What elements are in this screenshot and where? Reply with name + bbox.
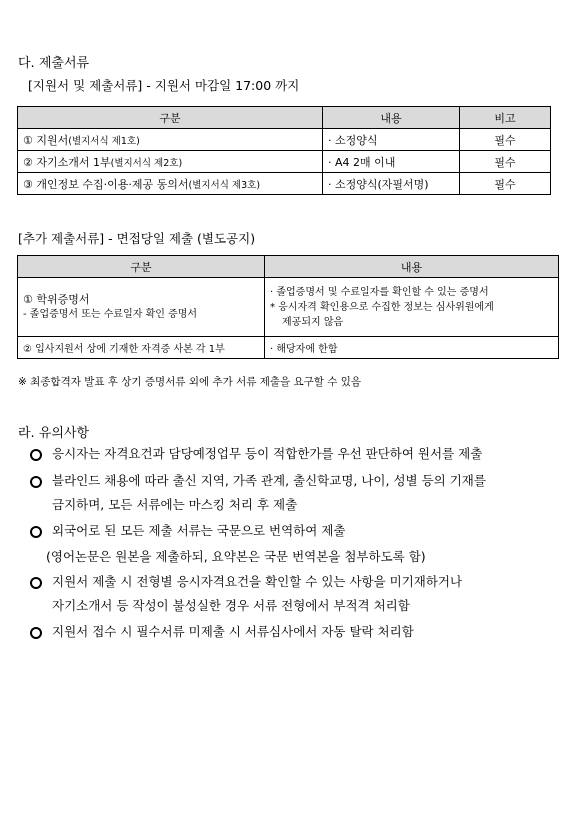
list-item-text: 외국어로 된 모든 제출 서류는 국문으로 번역하여 제출	[52, 523, 346, 538]
table-row	[18, 173, 551, 195]
list-item-text: 블라인드 채용에 따라 출신 지역, 가족 관계, 출신학교명, 나이, 성별 등의 기재를	[52, 473, 486, 488]
row-item: ② 입사지원서 상에 기재한 자격증 사본 각 1부	[18, 337, 265, 359]
row-content-note-cont: 제공되지 않음	[282, 316, 344, 328]
circle-bullet-icon	[30, 449, 42, 461]
circle-bullet-icon	[30, 577, 42, 589]
table-row	[18, 278, 559, 337]
row-note: 필수	[460, 151, 551, 173]
list-item-text: 응시자는 자격요건과 담당예정업무 등이 적합한가를 우선 판단하여 원서를 제출	[52, 446, 483, 461]
header-category: 구분	[18, 107, 323, 129]
row-note: 필수	[460, 129, 551, 151]
list-item-text: 지원서 제출 시 전형별 응시자격요건을 확인할 수 있는 사항을 미기재하거나	[52, 574, 463, 589]
header-content: 내용	[265, 256, 559, 278]
table-row	[18, 151, 551, 173]
circle-bullet-icon	[30, 627, 42, 639]
row-content: · A4 2매 이내	[323, 151, 460, 173]
required-documents-table	[17, 106, 551, 195]
circle-bullet-icon	[30, 526, 42, 538]
row-item: ① 학위증명서	[23, 293, 90, 306]
header-content: 내용	[323, 107, 460, 129]
row-item: ② 자기소개서 1부	[23, 155, 111, 169]
row-content: · 해당자에 한함	[265, 337, 559, 359]
row-item: ③ 개인정보 수집·이용·제공 동의서	[23, 177, 189, 191]
row-content: · 졸업증명서 및 수료일자를 확인할 수 있는 증명서	[270, 286, 489, 298]
section-title-documents: 다. 제출서류	[18, 56, 90, 71]
header-category: 구분	[18, 256, 265, 278]
row-content: · 소정양식(자필서명)	[323, 173, 460, 195]
row-form: (별지서식 제3호)	[188, 179, 261, 191]
additional-documents-title: [추가 제출서류] - 면접당일 제출 (별도공지)	[18, 231, 256, 246]
row-form: (별지서식 제2호)	[110, 157, 183, 169]
additional-documents-table	[17, 255, 559, 359]
footnote: ※ 최종합격자 발표 후 상기 증명서류 외에 추가 서류 제출을 요구할 수 있음	[18, 376, 361, 388]
header-note: 비고	[460, 107, 551, 129]
list-item-text: 지원서 접수 시 필수서류 미제출 시 서류심사에서 자동 탈락 처리함	[52, 624, 414, 639]
row-content: · 소정양식	[323, 129, 460, 151]
row-item-detail: - 졸업증명서 또는 수료일자 확인 증명서	[23, 309, 198, 320]
documents-subtitle: [지원서 및 제출서류] - 지원서 마감일 17:00 까지	[28, 78, 300, 93]
list-item-text-cont: 금지하며, 모든 서류에는 마스킹 처리 후 제출	[52, 497, 298, 512]
list-item-text-cont: 자기소개서 등 작성이 불성실한 경우 서류 전형에서 부적격 처리함	[52, 598, 410, 613]
section-title-notes: 라. 유의사항	[18, 426, 90, 441]
table-row	[18, 129, 551, 151]
row-item: ① 지원서	[23, 133, 69, 147]
table-row	[18, 337, 559, 359]
circle-bullet-icon	[30, 476, 42, 488]
row-content-note: * 응시자격 확인용으로 수집한 정보는 심사위원에게	[270, 301, 494, 313]
row-note: 필수	[460, 173, 551, 195]
list-item-paren-note: (영어논문은 원본을 제출하되, 요약본은 국문 번역본을 첨부하도록 함)	[46, 549, 426, 564]
row-form: (별지서식 제1호)	[68, 135, 140, 147]
